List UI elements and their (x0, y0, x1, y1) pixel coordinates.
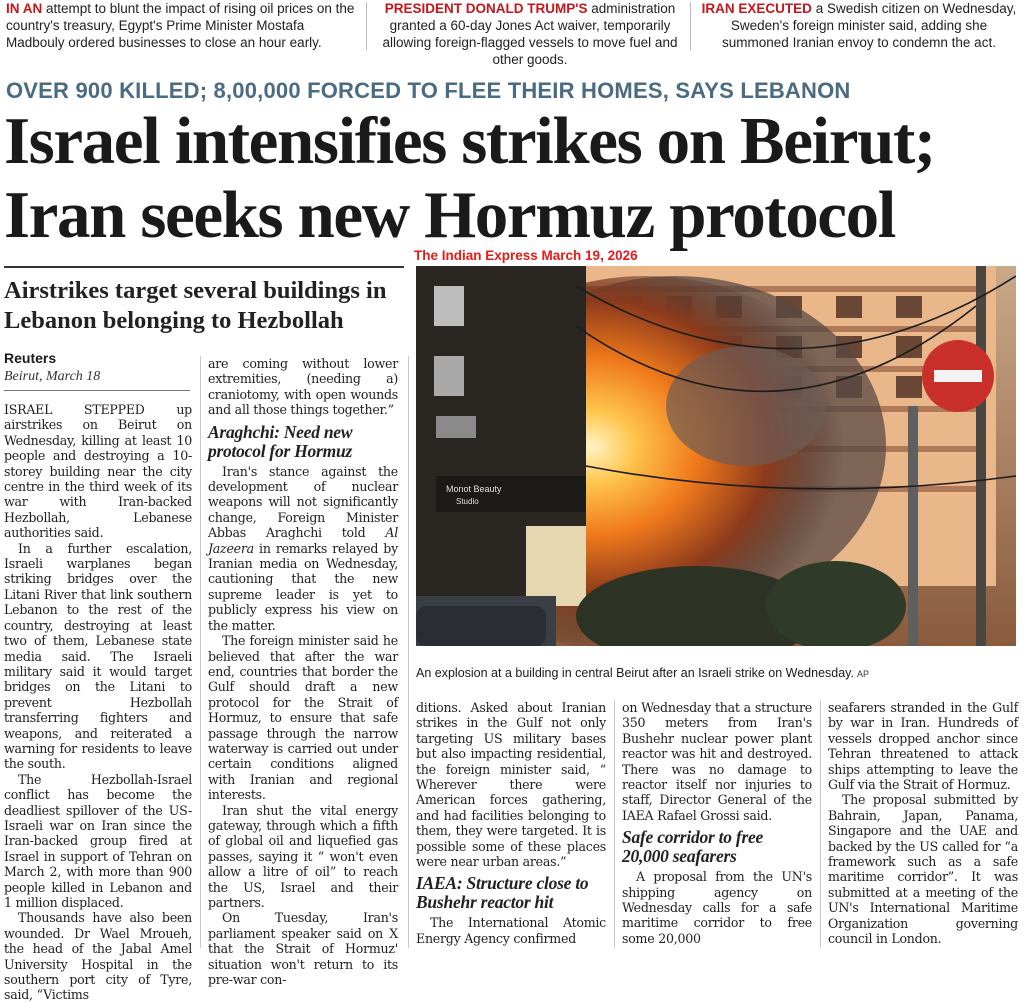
paragraph: on Wednesday that a structure 350 meters from Iran's Bushehr nuclear power plant reactor was hit and destroyed. There was no damage to reactor itself nor injuries to staff, Director General of the IAEA Rafael Grossi said. (622, 700, 812, 823)
teaser-lead: PRESIDENT DONALD TRUMP'S (384, 1, 588, 16)
article-column-3 (416, 700, 606, 946)
paragraph: The proposal submitted by Bahrain, Japan, Panama, Singapore and the UAE and backed by the US called for “a framework such as a safe maritime corridor”. It was submitted at a meeting of the UN's International Maritime Organization governing council in London. (828, 792, 1018, 947)
byline-agency: Reuters (4, 350, 57, 366)
paragraph-text: Iran's stance against the development of nuclear weapons will not significantly change, Foreign Minister Abbas Araghchi told (208, 463, 398, 541)
column-divider (614, 700, 615, 948)
article-column-2 (208, 356, 398, 987)
sub-headline[interactable]: Airstrikes target several buildings in Lebanon belonging to Hezbollah (4, 277, 387, 334)
paragraph: Iran shut the vital energy gateway, through which a fifth of global oil and liquefied gas passes, saying it “ won't even allow a litre of oil” to reach the US, Israel and their partners. (208, 802, 398, 910)
publication-name: Al Jazeera (208, 525, 398, 556)
paragraph: seafarers stranded in the Gulf by war in Iran. Hundreds of vessels dropped anchor since Tehran threatened to attack ships attempting to leave the Gulf via the Strait of Hormuz. (828, 700, 1018, 793)
main-headline[interactable] (4, 104, 1020, 252)
paragraph: The foreign minister said he believed that after the war end, countries that border the Gulf should draft a new protocol for the Strait of Hormuz, to ensure that safe passage through the narrow waterway is carried out under certain conditions aligned with Iranian and regional interests. (208, 633, 398, 803)
byline-dateline: Beirut, March 18 (4, 369, 101, 384)
paragraph-text: in remarks relayed by Iranian media on Wednesday, cautioning that the new supreme leader is yet to publicly express his view on the matter. (208, 540, 398, 633)
byline-rule (4, 390, 190, 391)
paragraph: The Hezbollah-Israel conflict has become the deadliest spillover of the US-Israeli war on Iran since the Iran-backed group fired at Israel in support of Tehran on March 2, with more than 900 people killed in Lebanon and 1 million displaced. (4, 771, 192, 910)
paragraph: In a further escalation, Israeli warplanes began striking bridges over the Litani River that link southern Lebanon to the rest of the country, destroying at least two of them, Lebanese state media said. The Israeli military said it would target bridges on the Litani to prevent Hezbollah transferring fighters and weapons, and reiterated a warning for residents to leave the south. (4, 540, 192, 772)
crosshead-safe-corridor: Safe corridor to free 20,000 seafarers (622, 827, 764, 867)
paragraph (4, 402, 192, 541)
photo-credit: AP (856, 669, 869, 679)
paragraph: On Tuesday, Iran's parliament speaker said on X that the Strait of Hormuz' situation won't return to its pre-war con- (208, 910, 398, 988)
article-column-5 (828, 700, 1018, 947)
paragraph: The International Atomic Energy Agency confirmed (416, 915, 606, 946)
paragraph: are coming without lower extremities, (needing a) craniotomy, with open wounds and all those things together.” (208, 356, 398, 418)
teaser-text: administration granted a 60-day Jones Act waiver, temporarily allowing foreign-flagged vessels to move fuel and other goods. (382, 1, 678, 67)
shop-sign: Studio (456, 497, 479, 506)
explosion-photo-illustration (416, 266, 1016, 646)
column-divider (820, 700, 821, 948)
paragraph: ditions. Asked about Iranian strikes in the Gulf not only targeting US military bases but also impacting residential, the foreign minister said, “ Wherever there were American forces gathering, and had facilities belonging to them, they were targeted. It is possible some of these places were near urban areas.” (416, 700, 606, 870)
paragraph (208, 464, 398, 633)
section-rule (4, 266, 404, 268)
teaser-text: attempt to blunt the impact of rising oil prices on the country's treasury, Egypt's Prime Minister Mostafa Madbouly ordered businesses to close an hour early. (6, 1, 355, 50)
source-stamp: The Indian Express March 19, 2026 (414, 248, 638, 263)
teaser-strip (0, 0, 1024, 67)
paragraph: Thousands have also been wounded. Dr Wael Mroueh, the head of the Jabal Amel University Hospital in the southern port city of Tyre, said, “Victims (4, 910, 192, 1003)
teaser-text: a Swedish citizen on Wednesday, Sweden's foreign minister said, adding she summoned Iranian envoy to condemn the act. (722, 1, 1017, 50)
crosshead-iaea: IAEA: Structure close to Bushehr reactor hit (416, 873, 589, 913)
kicker: OVER 900 KILLED; 8,00,000 FORCED TO FLEE THEIR HOMES, SAYS LEBANON (6, 78, 851, 103)
paragraph: A proposal from the UN's shipping agency on Wednesday calls for a safe maritime corridor to free some 20,000 (622, 869, 812, 946)
headline-line-2: Iran seeks new Hormuz protocol (4, 178, 895, 252)
teaser-lead: IN AN (6, 1, 43, 16)
teaser-egypt[interactable] (6, 0, 358, 56)
teaser-jones-act[interactable] (380, 0, 680, 67)
photo-caption (416, 666, 1016, 680)
headline-line-1: Israel intensifies strikes on Beirut; (4, 104, 935, 178)
column-divider (408, 356, 409, 948)
teaser-divider (366, 2, 367, 50)
teaser-divider (690, 2, 691, 50)
teaser-sweden[interactable] (700, 0, 1018, 56)
paragraph-text: up airstrikes on Beirut on Wednesday, killing at least 10 people and destroying a 10-storey building near the city centre in the third week of its war with Iran-backed Hezbollah, Lebanese authorities said. (4, 402, 192, 541)
article-column-1 (4, 402, 192, 1003)
teaser-lead: IRAN EXECUTED (701, 1, 812, 16)
lead-in: ISRAEL STEPPED (4, 402, 145, 417)
column-divider (200, 356, 201, 948)
crosshead-araghchi: Araghchi: Need new protocol for Hormuz (208, 421, 353, 461)
caption-text: An explosion at a building in central Beirut after an Israeli strike on Wednesday. (416, 666, 854, 680)
news-photo[interactable] (416, 266, 1016, 646)
shop-sign: Monot Beauty (446, 484, 502, 494)
article-column-4 (622, 700, 812, 946)
